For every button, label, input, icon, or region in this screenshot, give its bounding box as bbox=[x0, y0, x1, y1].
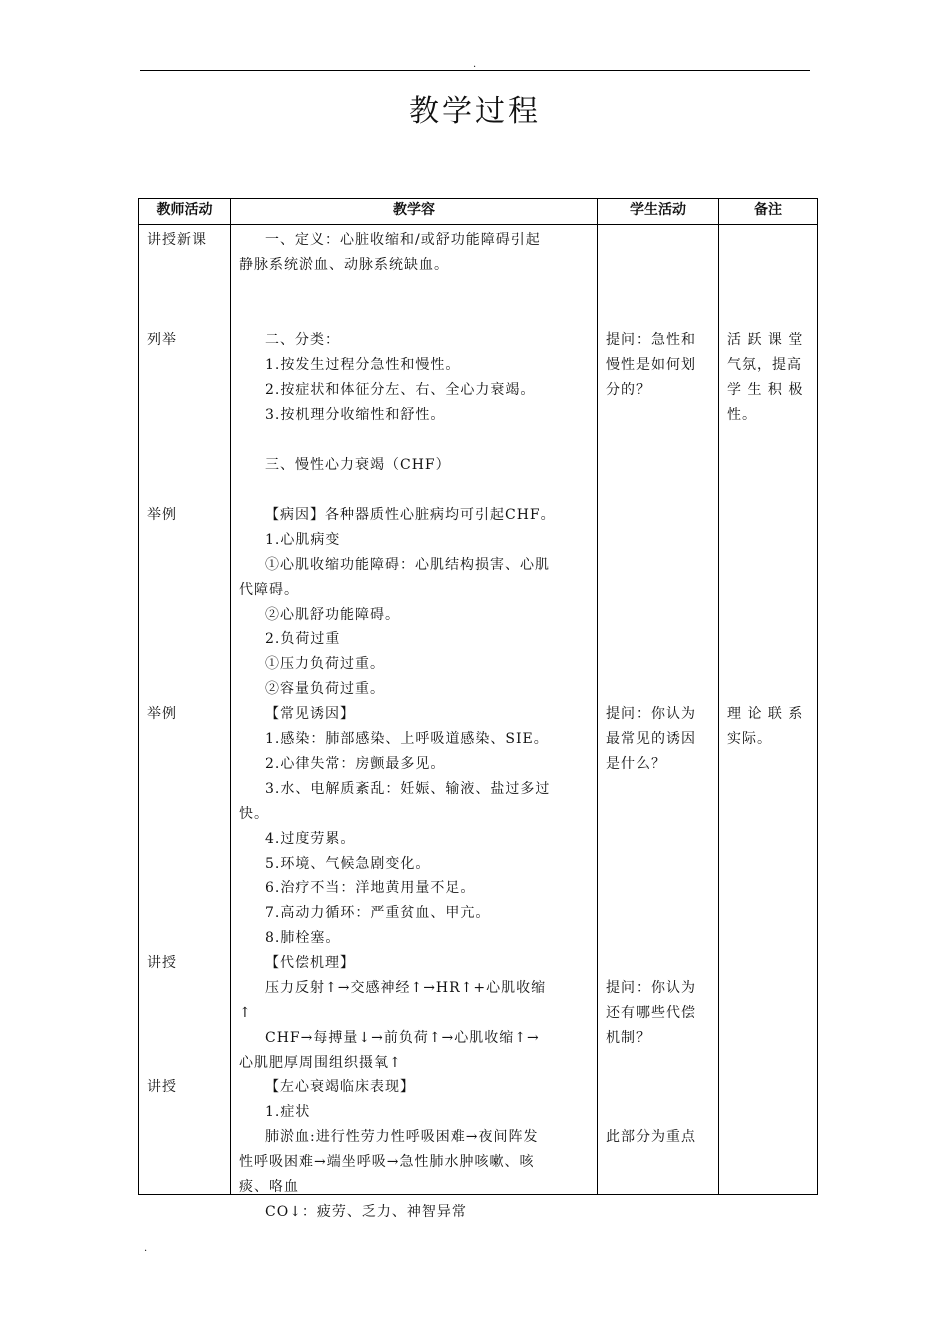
content-line: 4.过度劳累。 bbox=[265, 831, 356, 847]
notes-line: 活 跃 课 堂 bbox=[727, 332, 804, 348]
content-line: 二、分类： bbox=[265, 332, 340, 348]
content-line: 2.负荷过重 bbox=[265, 631, 341, 647]
content-line: 静脉系统淤血、动脉系统缺血。 bbox=[239, 257, 449, 273]
header-rule bbox=[140, 70, 810, 71]
content-line: 2.按症状和体征分左、右、全心力衰竭。 bbox=[265, 382, 536, 398]
content-line: ↑ bbox=[239, 1005, 252, 1021]
content-line: 压力反射↑→交感神经↑→HR↑+心肌收缩 bbox=[265, 980, 547, 996]
content-line: 7.高动力循环：严重贫血、甲亢。 bbox=[265, 905, 491, 921]
content-line: 肺淤血:进行性劳力性呼吸困难→夜间阵发 bbox=[265, 1129, 539, 1145]
content-line: 2.心律失常：房颤最多见。 bbox=[265, 756, 446, 772]
teacher-activity-item: 列举 bbox=[147, 332, 177, 348]
content-line: 三、慢性心力衰竭（CHF） bbox=[265, 457, 451, 473]
student-activity-line: 最常见的诱因 bbox=[606, 731, 696, 747]
content-line: 8.肺栓塞。 bbox=[265, 930, 341, 946]
page-title: 教学过程 bbox=[409, 94, 541, 129]
content-line: ①心肌收缩功能障碍：心肌结构损害、心肌 bbox=[265, 557, 550, 573]
footer-mark: . bbox=[144, 1243, 148, 1254]
student-activity-line: 提问：你认为 bbox=[606, 706, 696, 722]
content-line: 快。 bbox=[239, 806, 269, 822]
content-line: 一、定义：心脏收缩和/或舒功能障碍引起 bbox=[265, 232, 541, 248]
content-line: ②容量负荷过重。 bbox=[265, 681, 385, 697]
content-line: 【左心衰竭临床表现】 bbox=[265, 1079, 415, 1095]
teacher-activity-item: 讲授 bbox=[147, 955, 177, 971]
notes-line: 气氛，提高 bbox=[727, 357, 802, 373]
student-activity-line: 分的？ bbox=[606, 382, 651, 398]
student-activity-line: 还有哪些代偿 bbox=[606, 1005, 696, 1021]
table-header-row bbox=[139, 199, 818, 225]
content-line: 3.水、电解质紊乱：妊娠、输液、盐过多过 bbox=[265, 781, 551, 797]
notes-line: 实际。 bbox=[727, 731, 772, 747]
header-mark: . bbox=[473, 59, 477, 70]
notes-line: 性。 bbox=[727, 407, 757, 423]
student-activity-line: 提问：你认为 bbox=[606, 980, 696, 996]
content-line: 代障碍。 bbox=[239, 582, 299, 598]
content-line: 1.心肌病变 bbox=[265, 532, 341, 548]
content-line: 5.环境、气候急剧变化。 bbox=[265, 856, 431, 872]
content-line: 性呼吸困难→端坐呼吸→急性肺水肿咳嗽、咳 bbox=[239, 1154, 535, 1170]
student-activity-line: 此部分为重点 bbox=[606, 1129, 696, 1145]
student-activity-line: 提问：急性和 bbox=[606, 332, 696, 348]
student-activity-cell bbox=[598, 225, 719, 1195]
header-teacher-activity: 教师活动 bbox=[139, 199, 231, 225]
content-line: 1.按发生过程分急性和慢性。 bbox=[265, 357, 461, 373]
header-notes: 备注 bbox=[719, 199, 818, 225]
content-line: 6.治疗不当：洋地黄用量不足。 bbox=[265, 880, 476, 896]
content-line: 心肌肥厚周围组织摄氧↑ bbox=[239, 1055, 402, 1071]
header-student-activity: 学生活动 bbox=[598, 199, 719, 225]
content-line: ②心肌舒功能障碍。 bbox=[265, 607, 400, 623]
notes-line: 学 生 积 极 bbox=[727, 382, 804, 398]
student-activity-line: 机制？ bbox=[606, 1030, 651, 1046]
teaching-content-cell bbox=[231, 225, 598, 1220]
content-line: 1.感染：肺部感染、上呼吸道感染、SIE。 bbox=[265, 731, 549, 747]
table-row bbox=[139, 225, 818, 1195]
student-activity-line: 是什么？ bbox=[606, 756, 666, 772]
notes-line: 理 论 联 系 bbox=[727, 706, 804, 722]
content-line: 【常见诱因】 bbox=[265, 706, 355, 722]
content-line: 3.按机理分收缩性和舒性。 bbox=[265, 407, 446, 423]
content-line: 痰、咯血 bbox=[239, 1179, 299, 1195]
student-activity-line: 慢性是如何划 bbox=[606, 357, 696, 373]
header-content: 教学容 bbox=[231, 199, 598, 225]
content-line: CO↓：疲劳、乏力、神智异常 bbox=[265, 1204, 467, 1220]
lesson-table bbox=[138, 198, 818, 1220]
content-line: CHF→每搏量↓→前负荷↑→心肌收缩↑→ bbox=[265, 1030, 540, 1046]
teacher-activity-item: 讲授 bbox=[147, 1079, 177, 1095]
notes-cell bbox=[719, 225, 818, 1195]
teacher-activity-item: 举例 bbox=[147, 507, 177, 523]
content-line: ①压力负荷过重。 bbox=[265, 656, 385, 672]
content-line: 【代偿机理】 bbox=[265, 955, 355, 971]
content-line: 【病因】各种器质性心脏病均可引起CHF。 bbox=[265, 507, 556, 523]
teacher-activity-item: 讲授新课 bbox=[147, 232, 207, 248]
teacher-activity-item: 举例 bbox=[147, 706, 177, 722]
teacher-activity-cell bbox=[139, 225, 231, 1195]
content-line: 1.症状 bbox=[265, 1104, 311, 1120]
